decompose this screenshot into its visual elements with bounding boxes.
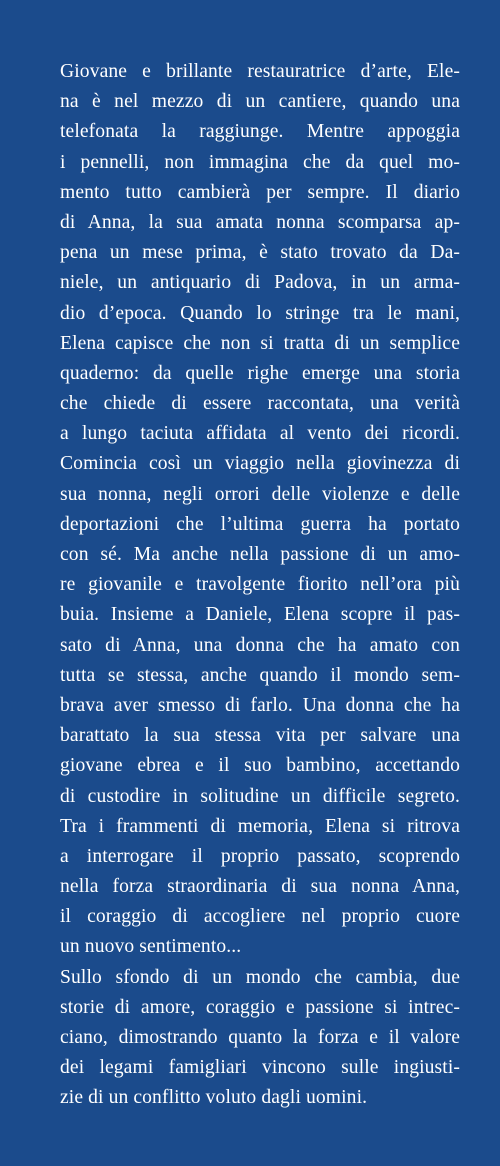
text-line: mento tutto cambierà per sempre. Il diario (60, 181, 460, 203)
text-line: quaderno: da quelle righe emerge una storia (60, 362, 460, 384)
text-line: a lungo taciuta affidata al vento dei ricordi. (60, 423, 460, 445)
text-line: pena un mese prima, è stato trovato da Da- (60, 242, 460, 264)
text-line: di Anna, la sua amata nonna scomparsa ap- (60, 211, 460, 233)
text-line: un nuovo sentimento... (60, 936, 242, 958)
text-line: il coraggio di accogliere nel proprio cuore (60, 906, 460, 928)
text-line: storie di amore, coraggio e passione si intrec- (60, 996, 460, 1018)
text-line: deportazioni che l’ultima guerra ha portato (60, 513, 460, 535)
synopsis-paragraph-1 (60, 57, 460, 963)
text-line: tutta se stessa, anche quando il mondo sem- (60, 664, 460, 686)
text-line: Sullo sfondo di un mondo che cambia, due (60, 966, 460, 988)
text-line: barattato la sua stessa vita per salvare una (60, 725, 460, 747)
text-line: sato di Anna, una donna che ha amato con (60, 634, 460, 656)
text-line: telefonata la raggiunge. Mentre appoggia (60, 121, 460, 143)
text-line: na è nel mezzo di un cantiere, quando una (60, 91, 460, 113)
text-line: sua nonna, negli orrori delle violenze e delle (60, 483, 460, 505)
text-line: niele, un antiquario di Padova, in un arma- (60, 272, 460, 294)
text-line: Comincia così un viaggio nella giovinezza di (60, 453, 460, 475)
text-line: re giovanile e travolgente fiorito nell’ora più (60, 574, 460, 596)
text-line: ciano, dimostrando quanto la forza e il valore (60, 1027, 460, 1048)
text-line: con sé. Ma anche nella passione di un amo- (60, 544, 460, 565)
text-line: i pennelli, non immagina che da quel mo- (60, 151, 460, 173)
text-line: che chiede di essere raccontata, una verità (60, 393, 460, 415)
text-line: nella forza straordinaria di sua nonna Anna, (60, 876, 460, 898)
text-line: dio d’epoca. Quando lo stringe tra le mani, (60, 302, 460, 324)
text-line: Tra i frammenti di memoria, Elena si ritrova (60, 815, 460, 837)
text-line: giovane ebrea e il suo bambino, accettando (60, 755, 460, 777)
text-line: Giovane e brillante restauratrice d’arte, Ele- (60, 61, 460, 82)
text-line: buia. Insieme a Daniele, Elena scopre il pas- (60, 604, 460, 626)
text-line: di custodire in solitudine un difficile segreto. (60, 785, 460, 807)
text-line: a interrogare il proprio passato, scoprendo (60, 845, 460, 867)
text-line: dei legami famigliari vincono sulle ingiusti- (60, 1057, 460, 1079)
text-line: Elena capisce che non si tratta di un semplice (60, 332, 460, 354)
text-line: zie di un conflitto voluto dagli uomini. (60, 1087, 368, 1109)
synopsis-text (60, 57, 460, 1114)
text-line: brava aver smesso di farlo. Una donna che ha (60, 694, 460, 716)
synopsis-paragraph-2 (60, 963, 460, 1114)
